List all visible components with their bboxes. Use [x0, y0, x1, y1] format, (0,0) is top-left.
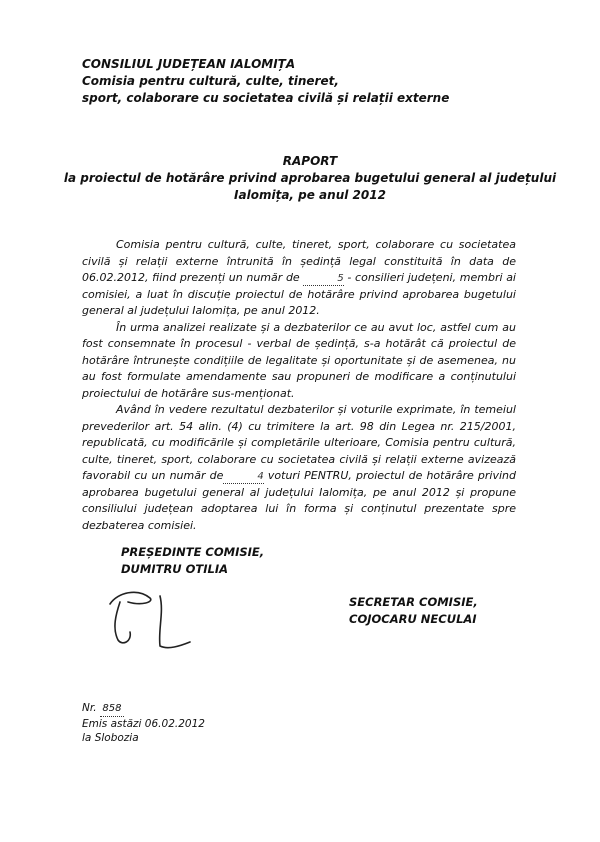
report-heading: RAPORT	[282, 154, 338, 168]
president-block	[121, 544, 264, 578]
handwritten-member-count: 5	[303, 273, 343, 286]
president-signature	[98, 584, 208, 654]
document-footer	[82, 701, 205, 745]
registration-number-value: 858	[100, 702, 124, 717]
president-name: DUMITRU OTILIA	[121, 562, 229, 576]
document-title	[60, 153, 560, 204]
report-subject-line2: Ialomița, pe anul 2012	[234, 188, 386, 202]
secretary-role: SECRETAR COMISIE,	[349, 595, 478, 609]
institution-name: CONSILIUL JUDEȚEAN IALOMIȚA	[82, 57, 296, 71]
secretary-name: COJOCARU NECULAI	[349, 612, 477, 626]
paragraph-1	[82, 237, 516, 320]
paragraph-2: În urma analizei realizate și a dezbaterilor ce au avut loc, astfel cum au fost consemnate în procesul - verbal de ședință, s-a hotărât că proiectul de hotărâre întrunește condițiile de legalitate și oportunitate și de asemenea, nu au fost formulate amendamente sau propuneri de modificare a conținutului proiectului de hotărâre sus-menționat.	[82, 320, 516, 400]
paragraph-3	[82, 402, 516, 534]
secretary-block	[349, 594, 478, 628]
president-role: PREȘEDINTE COMISIE,	[121, 545, 265, 559]
handwritten-vote-count: 4	[223, 471, 263, 484]
registration-number	[82, 701, 205, 717]
paragraph-3-end: voturi PENTRU, proiectul de hotărâre privind aprobarea bugetului general al județului Ialomița, pe anul 2012 și propune consiliului județean adoptarea lui în forma și conținutul prezentate spre dezbaterea comisiei.	[82, 469, 516, 532]
paragraph-1-start: Comisia pentru cultură, culte, tineret, sport, colaborare cu societatea civilă și relații externe întrunită în ședință legal constituită în data de 06.02.2012, fiind prezenți un număr de	[82, 238, 516, 284]
commission-name-line2: sport, colaborare cu societatea civilă și relații externe	[82, 91, 450, 105]
paragraph-1-end: - consilieri județeni, membri ai comisiei, a luat în discuție proiectul de hotărâre privind aprobarea bugetului general al județului Ialomița, pe anul 2012.	[82, 271, 516, 317]
paragraph-3-start: Având în vedere rezultatul dezbaterilor și voturile exprimate, în temeiul prevederilor art. 54 alin. (4) cu trimitere la art. 98 din Legea nr. 215/2001, republicată, cu modificările și completările ulterioare, Comisia pentru cultură, culte, tineret, sport, colaborare cu societatea civilă și relații externe avizează favorabil cu un număr de	[82, 403, 516, 482]
issue-place: la Slobozia	[82, 732, 139, 744]
report-body	[82, 237, 516, 534]
document-header	[82, 56, 449, 107]
registration-number-label: Nr.	[82, 702, 97, 714]
report-subject-line1: la proiectul de hotărâre privind aprobarea bugetului general al județului	[63, 171, 557, 185]
commission-name-line1: Comisia pentru cultură, culte, tineret,	[82, 74, 339, 88]
issue-date: Emis astăzi 06.02.2012	[82, 718, 205, 730]
